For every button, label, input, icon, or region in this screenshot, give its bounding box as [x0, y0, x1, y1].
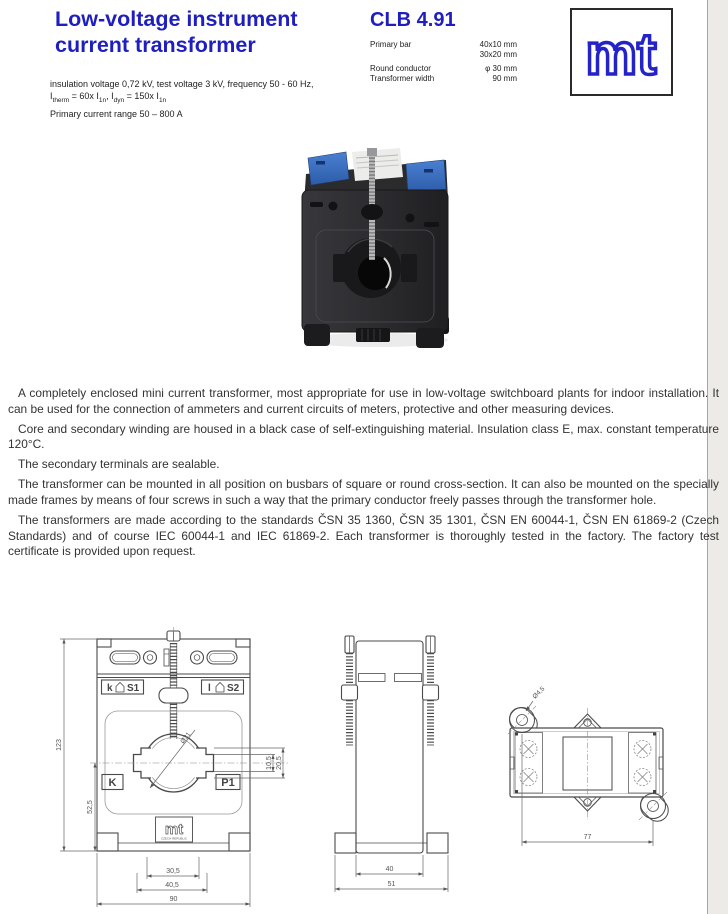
spec-value: φ 30 mm	[485, 64, 517, 73]
side-view-drawing	[323, 627, 473, 914]
dim-half-height: 52,5	[87, 800, 94, 814]
intro-line2	[50, 91, 314, 106]
product-photo	[296, 138, 456, 350]
itherm-symbol: I	[50, 90, 53, 101]
spec-value: 30x20 mm	[479, 49, 517, 59]
itherm-sub: therm	[52, 96, 70, 104]
terminal-s2-label: S2	[227, 683, 240, 694]
mt-logo-text: mt	[585, 22, 657, 87]
spec-row	[370, 40, 517, 50]
idyn-sub: dyn	[113, 96, 125, 104]
dim-inner2: 20,5	[276, 756, 283, 770]
top-view-drawing	[488, 660, 728, 872]
dim-side-40: 40	[385, 866, 394, 873]
dim-side-51: 51	[387, 881, 396, 888]
drawing-mt-logo-sub: CZECH REPUBLIC	[160, 836, 188, 841]
spec-intro	[50, 79, 314, 106]
mt-logo-icon	[574, 12, 669, 92]
intro-line1: insulation voltage 0,72 kV, test voltage 3 kV, frequency 50 - 60 Hz,	[50, 79, 314, 89]
idyn-value: = 150x I	[124, 90, 159, 101]
page-title	[55, 6, 297, 58]
dim-inner1: 10,5	[266, 756, 273, 770]
spec-table	[370, 40, 517, 83]
spec-row	[370, 50, 517, 60]
spec-row	[370, 64, 517, 74]
paragraph: A completely enclosed mini current transformer, most appropriate for use in low-voltage switchboard plants for indoor installation. It can be used for the connection of ammeters and current circuits of meters, protective and other measuring devices.	[8, 386, 719, 416]
spec-value: 90 mm	[492, 73, 517, 83]
i1n-sub2: 1n	[158, 96, 167, 104]
i1n-sub: 1n	[98, 96, 107, 104]
spec-label: Round conductor	[370, 64, 431, 73]
terminal-K-label: K	[108, 777, 117, 789]
itherm-value: = 60x I	[69, 90, 99, 101]
title-line2: current transformer	[55, 33, 256, 57]
terminal-l-label: l	[208, 683, 211, 694]
front-view-drawing	[38, 627, 303, 914]
paragraph: The transformer can be mounted in all position on busbars of square or round cross-section. It can also be mounted on the specially made frames by means of four screws in such a way that the primary conductor freely passes through the transformer hole.	[8, 477, 719, 508]
dim-hole-spacing: 77	[583, 834, 592, 841]
title-line1: Low-voltage instrument	[55, 7, 298, 31]
dim-width3: 90	[169, 896, 178, 903]
mt-logo-box	[570, 8, 673, 96]
terminal-p1-label: P1	[221, 777, 235, 789]
paragraph: The secondary terminals are sealable.	[18, 457, 220, 472]
idyn-symbol: , I	[106, 90, 114, 101]
dim-hole-diameter: Ø31	[179, 731, 193, 746]
drawing-mt-logo: mt	[164, 821, 184, 838]
dim-width2: 40,5	[165, 882, 179, 889]
primary-current-range: Primary current range 50 – 800 A	[50, 109, 183, 119]
spec-value: 40x10 mm	[479, 40, 517, 49]
paragraph: The transformers are made according to the standards ČSN 35 1360, ČSN 35 1301, ČSN EN 60044-1, ČSN EN 61869-2 (Czech Standards) and of course IEC 60044-1 and IEC 61869-2. Each transformer is thoroughly tested in the factory. The factory test certificate is provided upon request.	[8, 513, 719, 559]
description-text	[8, 386, 719, 564]
dim-height: 123	[56, 739, 63, 751]
spec-label: Transformer width	[370, 73, 435, 83]
terminal-s1-label: S1	[127, 683, 140, 694]
dim-width1: 30,5	[166, 868, 180, 875]
paragraph: Core and secondary winding are housed in a black case of self-extinguishing material. Insulation class E, max. constant temperature 120°C.	[8, 421, 719, 452]
dim-ear-hole: Ø4,5	[531, 685, 547, 701]
spec-label: Primary bar	[370, 40, 412, 49]
terminal-k-label: k	[107, 683, 113, 694]
spec-row	[370, 74, 517, 84]
model-number: CLB 4.91	[370, 9, 456, 31]
